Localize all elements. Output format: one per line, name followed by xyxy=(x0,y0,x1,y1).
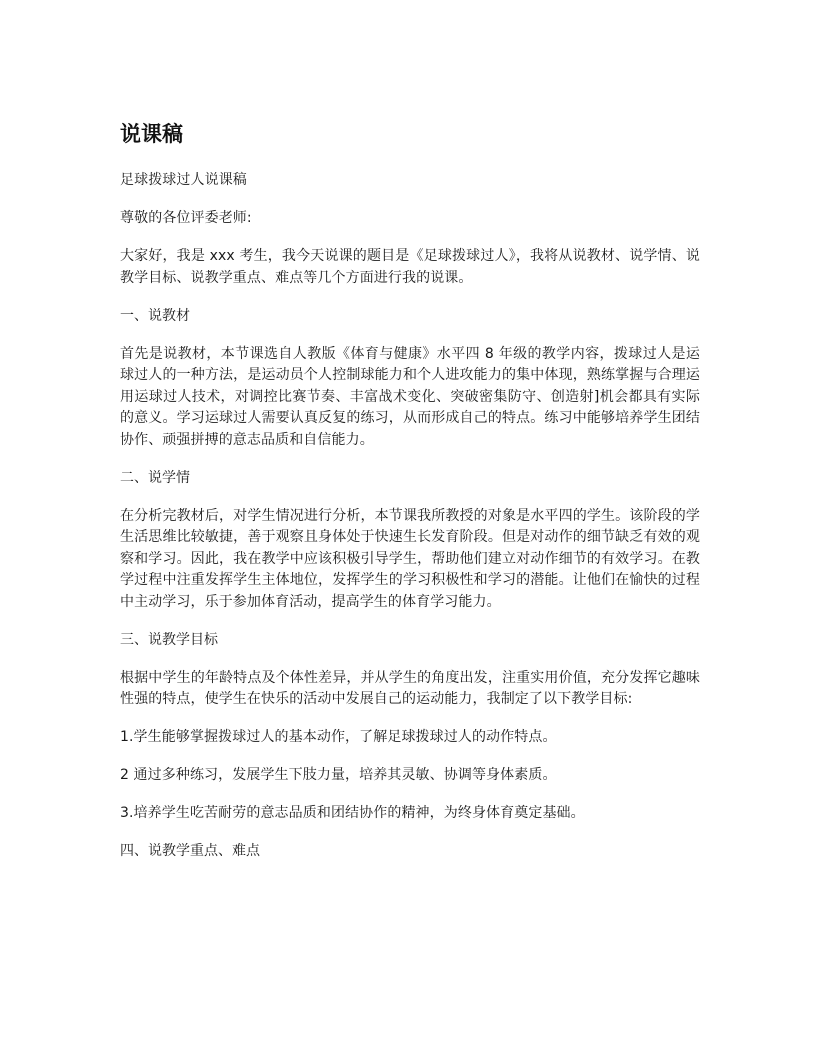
section-body-students: 在分析完教材后，对学生情况进行分析，本节课我所教授的对象是水平四的学生。该阶段的学生活思维比较敏捷，善于观察且身体处于快速生长发育阶段。但是对动作的细节缺乏有效的观察和学习。因此，我在教学中应该积极引导学生，帮助他们建立对动作细节的有效学习。在教学过程中注重发挥学生主体地位，发挥学生的学习积极性和学习的潜能。让他们在愉快的过程中主动学习，乐于参加体育活动，提高学生的体育学习能力。 xyxy=(120,507,700,610)
section-heading-textbook: 一、说教材 xyxy=(120,307,190,324)
intro-paragraph: 大家好，我是 xxx 考生，我今天说课的题目是《足球拨球过人》，我将从说教材、说学情、说教学目标、说教学重点、难点等几个方面进行我的说课。 xyxy=(120,248,700,286)
goal-item: 2 通过多种练习，发展学生下肢力量，培养其灵敏、协调等身体素质。 xyxy=(120,767,557,783)
section-body-textbook: 首先是说教材，本节课选自人教版《体育与健康》水平四 8 年级的教学内容，拨球过人是运球过人的一种方法，是运动员个人控制球能力和个人进攻能力的集中体现，熟练掌握与合理运用运球过人技术，对调控比赛节奏、丰富战术变化、突破密集防守、创造射]机会都具有实际的意义。学习运球过人需要认真反复的练习，从而形成自己的特点。练习中能够培养学生团结协作、顽强拼搏的意志品质和自信能力。 xyxy=(120,345,700,448)
section-body-goals: 根据中学生的年龄特点及个体性差异，并从学生的角度出发，注重实用价值，充分发挥它趣味性强的特点，使学生在快乐的活动中发展自己的运动能力，我制定了以下教学目标: xyxy=(120,669,700,707)
document-page xyxy=(120,118,700,879)
section-heading-students: 二、说学情 xyxy=(120,469,190,486)
section-heading-goals: 三、说教学目标 xyxy=(120,631,218,648)
goal-item: 3.培养学生吃苦耐劳的意志品质和团结协作的精神，为终身体育奠定基础。 xyxy=(120,805,585,821)
document-title: 说课稿 xyxy=(120,122,183,146)
document-subtitle: 足球拨球过人说课稿 xyxy=(120,172,247,188)
greeting: 尊敬的各位评委老师: xyxy=(120,210,252,226)
goal-item: 1.学生能够掌握拨球过人的基本动作，了解足球拨球过人的动作特点。 xyxy=(120,729,557,745)
section-heading-key-points: 四、说教学重点、难点 xyxy=(120,843,260,859)
